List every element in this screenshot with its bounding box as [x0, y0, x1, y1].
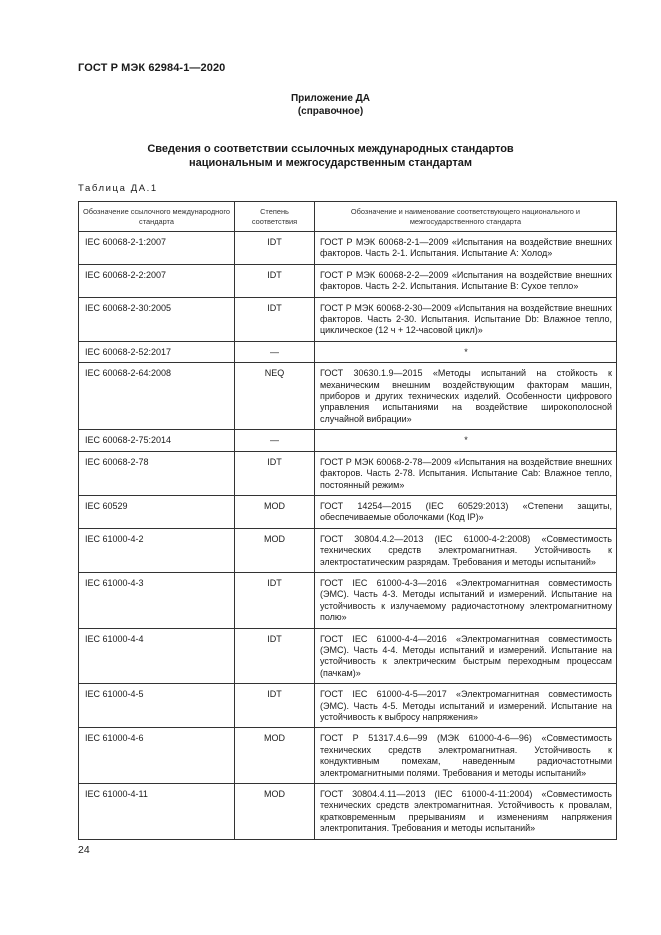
national-standard-cell: ГОСТ Р МЭК 60068-2-1—2009 «Испытания на воздействие внешних факторов. Часть 2-1. Испытания. Испытание A: Холод» [315, 232, 617, 265]
table-row [79, 341, 617, 362]
degree-cell: MOD [235, 728, 315, 784]
national-standard-cell: ГОСТ 30630.1.9—2015 «Методы испытаний на стойкость к механическим внешним воздействующим факторам машин, приборов и других технических изделий. Особенности цифрового управления испытаниями на воздействие широкополосной случайной вибрации» [315, 363, 617, 430]
table-row [79, 495, 617, 528]
table-row [79, 232, 617, 265]
national-standard-cell: ГОСТ Р МЭК 60068-2-2—2009 «Испытания на воздействие внешних факторов. Часть 2-2. Испытания. Испытание B: Сухое тепло» [315, 264, 617, 297]
table-row [79, 628, 617, 684]
international-standard-cell: IEC 60068-2-2:2007 [79, 264, 235, 297]
degree-cell: IDT [235, 232, 315, 265]
table-row [79, 297, 617, 341]
degree-cell: IDT [235, 628, 315, 684]
column-header-national-standard: Обозначение и наименование соответствующего национального и межгосударственного стандарта [315, 202, 617, 232]
column-header-international-standard: Обозначение ссылочного международного стандарта [79, 202, 235, 232]
table-row [79, 684, 617, 728]
degree-cell: — [235, 430, 315, 451]
international-standard-cell: IEC 60068-2-52:2017 [79, 341, 235, 362]
national-standard-cell: * [315, 430, 617, 451]
column-header-degree: Степень соответствия [235, 202, 315, 232]
table-body [79, 232, 617, 840]
international-standard-cell: IEC 60068-2-75:2014 [79, 430, 235, 451]
table-caption: Таблица ДА.1 [78, 183, 158, 194]
table-row [79, 430, 617, 451]
degree-cell: IDT [235, 451, 315, 495]
degree-cell: IDT [235, 264, 315, 297]
international-standard-cell: IEC 60068-2-1:2007 [79, 232, 235, 265]
annex-heading-line-2: национальным и межгосударственным стандартам [189, 157, 472, 169]
national-standard-cell: ГОСТ 30804.4.2—2013 (IEC 61000-4-2:2008) «Совместимость технических средств электромагнитная. Устойчивость к электростатическим разрядам. Требования и методы испытаний» [315, 528, 617, 572]
international-standard-cell: IEC 61000-4-2 [79, 528, 235, 572]
degree-cell: MOD [235, 495, 315, 528]
national-standard-cell: ГОСТ 30804.4.11—2013 (IEC 61000-4-11:2004) «Совместимость технических средств электромагнитная. Устойчивость к провалам, кратковременным прерываниям и изменениям напряжения электропитания. Требования и методы испытаний» [315, 784, 617, 840]
table-row [79, 784, 617, 840]
international-standard-cell: IEC 60529 [79, 495, 235, 528]
table-row [79, 363, 617, 430]
document-code: ГОСТ Р МЭК 62984-1—2020 [78, 62, 226, 74]
table-header-row [79, 202, 617, 232]
correspondence-table [78, 201, 617, 840]
national-standard-cell: ГОСТ 14254—2015 (IEC 60529:2013) «Степени защиты, обеспечиваемые оболочками (Код IP)» [315, 495, 617, 528]
annex-heading [0, 92, 661, 118]
table-row [79, 572, 617, 628]
national-standard-cell: ГОСТ Р МЭК 60068-2-30—2009 «Испытания на воздействие внешних факторов. Часть 2-30. Испытания. Испытание Db: Влажное тепло, циклическое (12 ч + 12-часовой цикл)» [315, 297, 617, 341]
degree-cell: — [235, 341, 315, 362]
international-standard-cell: IEC 61000-4-11 [79, 784, 235, 840]
international-standard-cell: IEC 60068-2-30:2005 [79, 297, 235, 341]
table-row [79, 528, 617, 572]
degree-cell: MOD [235, 784, 315, 840]
table-row [79, 451, 617, 495]
table-row [79, 264, 617, 297]
international-standard-cell: IEC 61000-4-5 [79, 684, 235, 728]
degree-cell: IDT [235, 572, 315, 628]
international-standard-cell: IEC 61000-4-4 [79, 628, 235, 684]
international-standard-cell: IEC 60068-2-78 [79, 451, 235, 495]
national-standard-cell: ГОСТ Р 51317.4.6—99 (МЭК 61000-4-6—96) «Совместимость технических средств электромагнитная. Устойчивость к кондуктивным помехам, наведенным радиочастотными электромагнитными полями. Требования и методы испытаний» [315, 728, 617, 784]
annex-subtitle: (справочное) [297, 106, 364, 117]
international-standard-cell: IEC 61000-4-3 [79, 572, 235, 628]
degree-cell: IDT [235, 297, 315, 341]
annex-heading-line-1: Сведения о соответствии ссылочных международных стандартов [147, 143, 514, 155]
page-number: 24 [78, 844, 90, 856]
international-standard-cell: IEC 60068-2-64:2008 [79, 363, 235, 430]
international-standard-cell: IEC 61000-4-6 [79, 728, 235, 784]
annex-title: Приложение ДА [290, 93, 371, 104]
national-standard-cell: * [315, 341, 617, 362]
degree-cell: IDT [235, 684, 315, 728]
national-standard-cell: ГОСТ IEC 61000-4-4—2016 «Электромагнитная совместимость (ЭМС). Часть 4-4. Методы испытаний и измерений. Испытание на устойчивость к электрическим быстрым переходным процессам (пачкам)» [315, 628, 617, 684]
correspondence-table-wrapper [78, 201, 616, 840]
national-standard-cell: ГОСТ Р МЭК 60068-2-78—2009 «Испытания на воздействие внешних факторов. Часть 2-78. Испытания. Испытание Cab: Влажное тепло, постоянный режим» [315, 451, 617, 495]
degree-cell: NEQ [235, 363, 315, 430]
annex-main-heading [0, 142, 661, 170]
national-standard-cell: ГОСТ IEC 61000-4-3—2016 «Электромагнитная совместимость (ЭМС). Часть 4-3. Методы испытаний и измерений. Испытание на устойчивость к излучаемому радиочастотному электромагнитному полю» [315, 572, 617, 628]
national-standard-cell: ГОСТ IEC 61000-4-5—2017 «Электромагнитная совместимость (ЭМС). Часть 4-5. Методы испытаний и измерений. Испытание на устойчивость к выбросу напряжения» [315, 684, 617, 728]
degree-cell: MOD [235, 528, 315, 572]
table-row [79, 728, 617, 784]
